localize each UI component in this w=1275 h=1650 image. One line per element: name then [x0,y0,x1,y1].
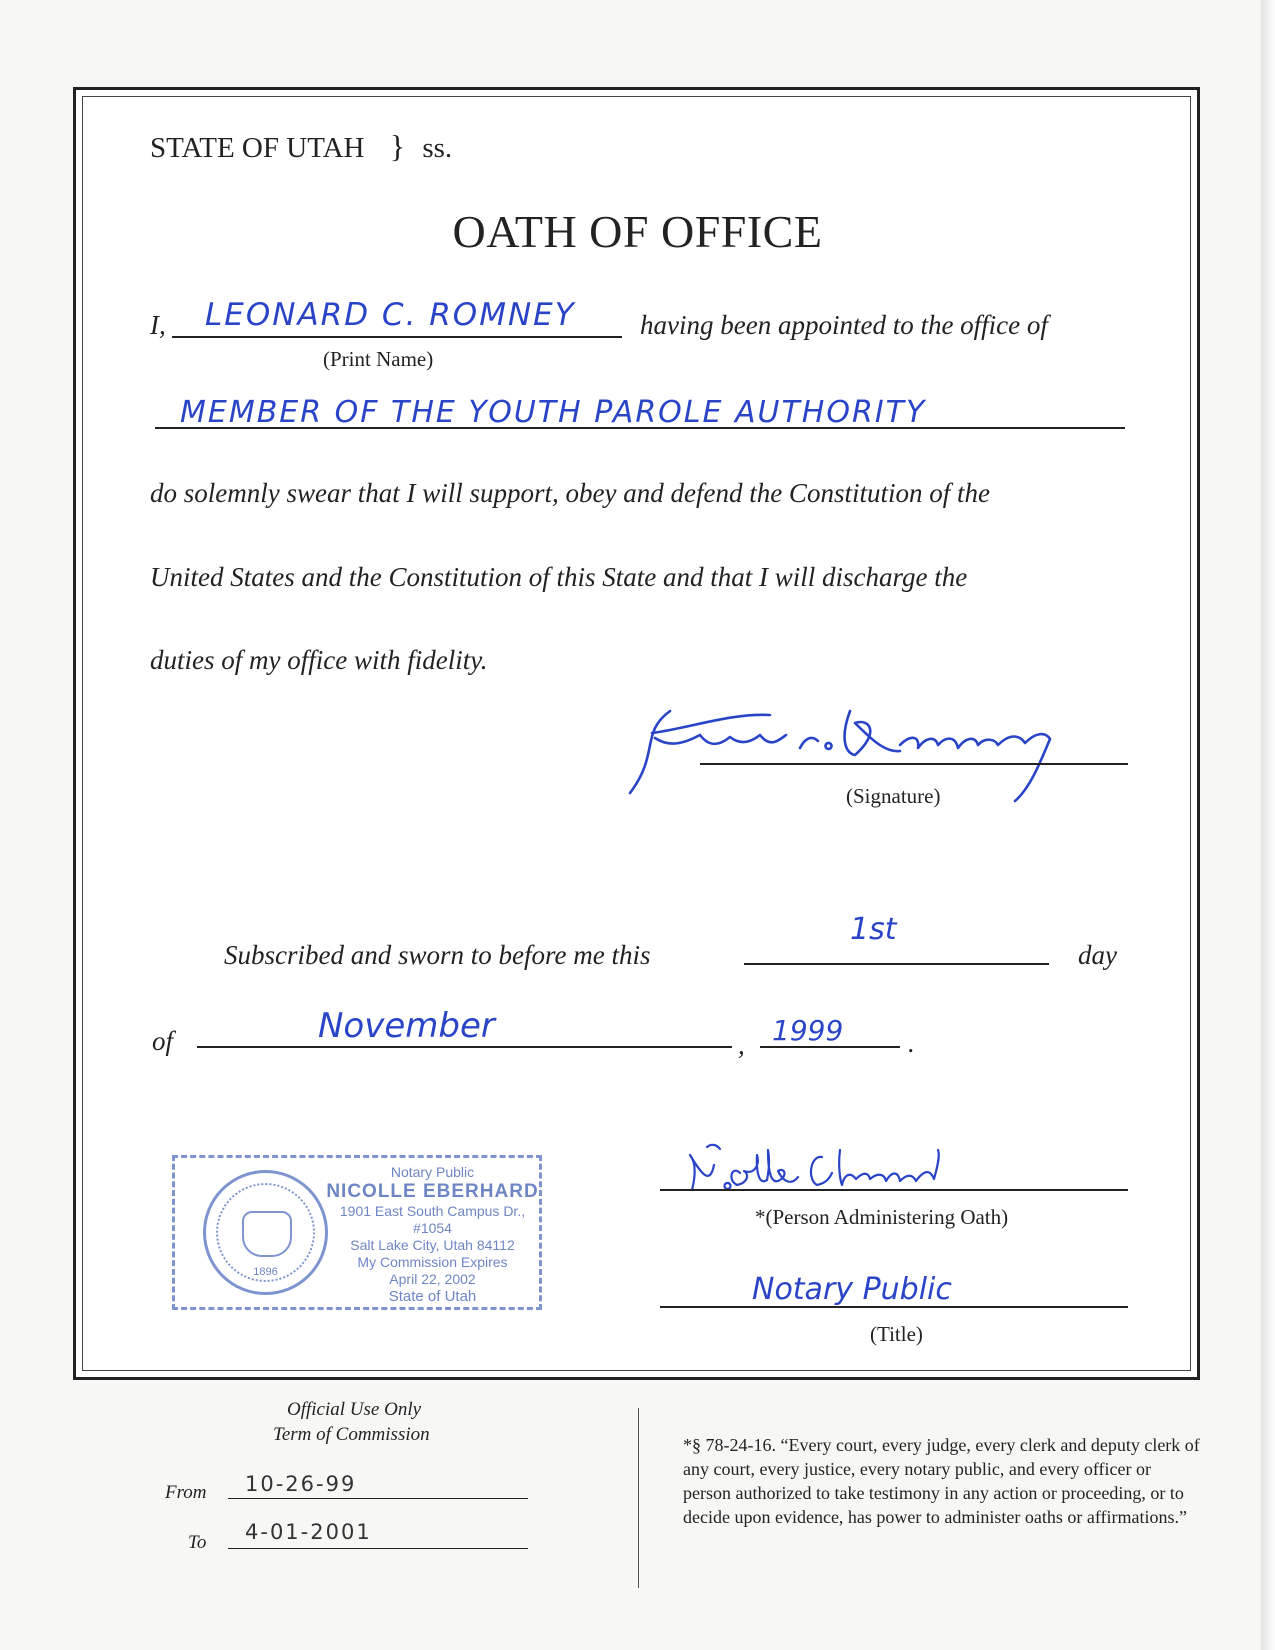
day-label: day [1078,940,1117,970]
of-label: of [152,1026,174,1056]
subscribed-text: Subscribed and sworn to before me this [224,940,651,970]
oath-prefix: I, [150,310,166,340]
comma-symbol: , [738,1030,745,1060]
stamp-expires-date: April 22, 2002 [389,1271,476,1287]
oath-line-1: do solemnly swear that I will support, obey and defend the Constitution of the [150,478,990,508]
period-symbol: . [908,1028,915,1058]
notary-stamp [172,1155,542,1310]
print-name-line [172,336,622,338]
to-label: To [188,1532,207,1553]
office-value: MEMBER OF THE YOUTH PAROLE AUTHORITY [180,395,927,430]
beehive-emblem-icon [242,1211,292,1257]
state-seal [203,1170,328,1295]
day-line [744,963,1049,965]
to-value: 4-01-2001 [245,1520,372,1544]
term-of-commission-heading: Term of Commission [273,1424,430,1445]
state-heading [150,128,452,165]
official-use-heading: Official Use Only [287,1399,422,1420]
stamp-address-1: 1901 East South Campus Dr., #1054 [339,1203,526,1236]
day-value: 1st [850,912,897,947]
state-name: STATE OF UTAH [150,132,365,164]
stamp-notary-name: NICOLLE EBERHARD [326,1181,539,1202]
print-name-caption: (Print Name) [323,347,434,371]
year-value: 1999 [772,1014,844,1047]
from-value: 10-26-99 [245,1472,357,1496]
ss-abbrev: ss. [422,132,453,164]
administrator-signature [672,1135,992,1215]
title-value: Notary Public [752,1272,952,1307]
administrator-caption: *(Person Administering Oath) [755,1205,1009,1229]
appointed-text: having been appointed to the office of [640,310,1048,340]
oath-line-3: duties of my office with fidelity. [150,645,488,675]
signature-line [700,763,1128,765]
month-line [197,1046,732,1048]
seal-year: 1896 [253,1266,278,1278]
month-value: November [318,1006,495,1046]
stamp-title: Notary Public [390,1164,475,1180]
stamp-expires-label: My Commission Expires [357,1254,508,1270]
from-label: From [165,1482,207,1503]
from-line [228,1498,528,1499]
footer-divider [638,1408,639,1588]
statute-note: *§ 78-24-16. “Every court, every judge, every clerk and deputy clerk of any court, every justice, every notary public, and every officer or person authorized to take testimony in any action or proceeding, or to decide upon evidence, has power to administer oaths or affirmations.” [683,1435,1200,1527]
title-caption: (Title) [870,1322,923,1346]
page-title: OATH OF OFFICE [452,206,823,257]
to-line [228,1548,528,1549]
stamp-address-2: Salt Lake City, Utah 84112 [350,1237,515,1253]
administrator-line [660,1189,1128,1191]
oath-line-2: United States and the Constitution of this State and that I will discharge the [150,562,968,592]
stamp-state: State of Utah [388,1288,477,1305]
stamp-text [325,1164,540,1305]
print-name-value: LEONARD C. ROMNEY [205,297,576,333]
brace-symbol: } [389,128,406,164]
signature-caption: (Signature) [846,784,941,808]
